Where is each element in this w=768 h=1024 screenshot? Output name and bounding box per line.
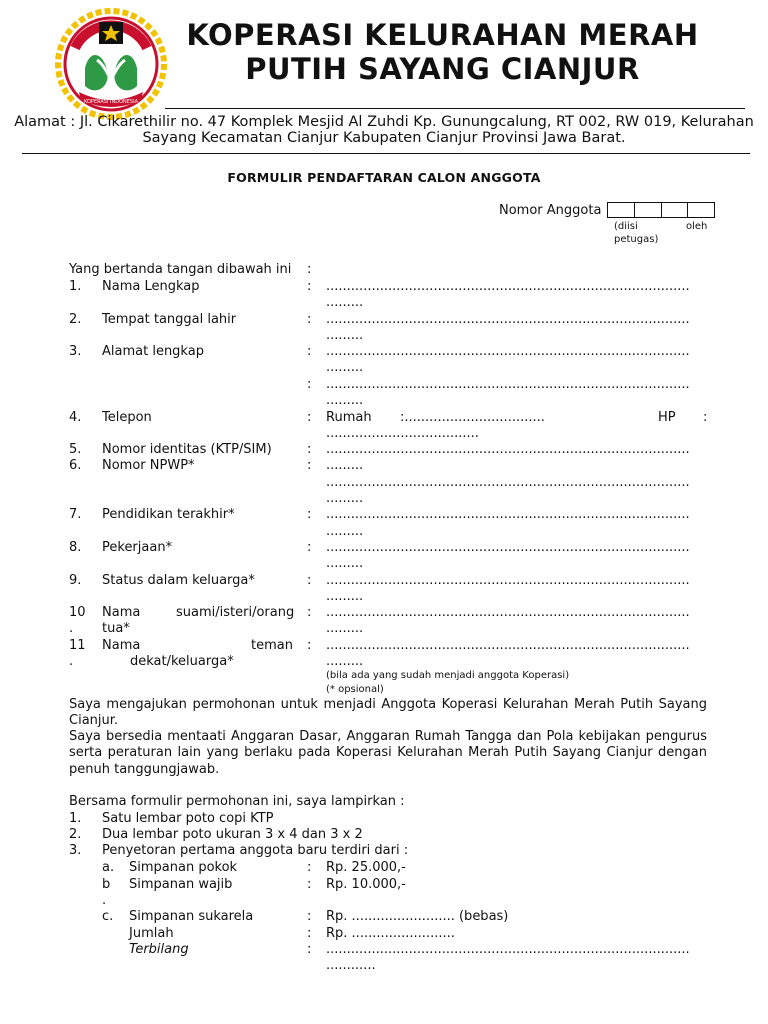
org-title-line1: KOPERASI KELURAHAN MERAH — [186, 18, 699, 52]
teman-input[interactable]: ........................................................................................ — [326, 638, 690, 653]
address-line2: Sayang Kecamatan Cianjur Kabupaten Cianjur Provinsi Jawa Barat. — [142, 130, 626, 146]
saving-letter: c. — [102, 909, 114, 924]
statement-paragraph-1: Saya mengajukan permohonan untuk menjadi Anggota Koperasi Kelurahan Merah Putih Sayang Cianjur. — [69, 697, 707, 729]
field-label-suami-b: suami/isteri/orang — [176, 605, 295, 620]
field-colon: : — [307, 507, 312, 522]
field-colon: : — [307, 877, 312, 892]
member-number-boxes[interactable] — [607, 202, 715, 218]
npwp-input[interactable]: ......... — [326, 458, 364, 473]
field-number: 4. — [69, 410, 82, 425]
field-colon: : — [307, 312, 312, 327]
teman-input-wrap[interactable]: ......... — [326, 654, 364, 669]
identitas-input[interactable]: ........................................................................................ — [326, 442, 690, 457]
attachment-number: 3. — [69, 843, 82, 858]
field-label-ttl: Tempat tanggal lahir — [102, 312, 237, 327]
field-number-dot: . — [69, 654, 74, 669]
attachment-number: 2. — [69, 827, 82, 842]
pendidikan-input-wrap[interactable]: ......... — [326, 524, 364, 539]
member-number-note-a: (diisi — [614, 221, 638, 232]
field-colon: : — [307, 410, 312, 425]
alamat-input[interactable]: ........................................................................................ — [326, 344, 690, 359]
pekerjaan-input-wrap[interactable]: ......... — [326, 556, 364, 571]
logo-text: KOPERASI INDONESIA — [83, 99, 139, 105]
ttl-input-wrap[interactable]: ......... — [326, 328, 364, 343]
field-number: 1. — [69, 279, 82, 294]
address-line1: Alamat : Jl. Cikarethilir no. 47 Komplek Mesjid Al Zuhdi Kp. Gunungcalung, RT 002, RW 019, Kelurahan — [14, 114, 754, 130]
member-number-label: Nomor Anggota — [499, 203, 602, 218]
intro-colon: : — [307, 262, 312, 277]
jumlah-label: Jumlah — [129, 926, 174, 941]
field-label-suami-a: Nama — [102, 605, 141, 620]
saving-wajib-label: Simpanan wajib — [129, 877, 233, 892]
suami-input[interactable]: ........................................................................................ — [326, 605, 690, 620]
attachments-intro: Bersama formulir permohonan ini, saya lampirkan : — [69, 794, 405, 809]
address-block — [14, 114, 754, 146]
field-label-teman-b: teman — [251, 638, 293, 653]
suami-input-wrap[interactable]: ......... — [326, 621, 364, 636]
alamat-input-wrap[interactable]: ......... — [326, 360, 364, 375]
note-opsional: (* opsional) — [326, 684, 384, 695]
field-colon: : — [307, 540, 312, 555]
saving-sukarela-input[interactable]: Rp. ......................... (bebas) — [326, 909, 509, 924]
field-number: 5. — [69, 442, 82, 457]
terbilang-input[interactable]: ........................................................................................ — [326, 942, 690, 957]
field-number: 9. — [69, 573, 82, 588]
field-colon: : — [307, 442, 312, 457]
header-rule-top — [165, 108, 745, 109]
field-label-telepon: Telepon — [102, 410, 152, 425]
status-input-wrap[interactable]: ......... — [326, 589, 364, 604]
form-title: FORMULIR PENDAFTARAN CALON ANGGOTA — [227, 170, 541, 185]
pendidikan-input[interactable]: ........................................................................................ — [326, 507, 690, 522]
saving-pokok-label: Simpanan pokok — [129, 860, 238, 875]
field-colon: : — [307, 605, 312, 620]
org-title-line2: PUTIH SAYANG CIANJUR — [245, 52, 640, 86]
field-number: 3. — [69, 344, 82, 359]
field-label-alamat: Alamat lengkap — [102, 344, 204, 359]
field-colon: : — [307, 377, 312, 392]
header-rule-bottom — [22, 153, 750, 154]
saving-wajib-value: Rp. 10.000,- — [326, 877, 406, 892]
field-colon: : — [307, 909, 312, 924]
npwp-input-wrap[interactable]: ......... — [326, 491, 364, 506]
field-number: 10 — [69, 605, 86, 620]
field-label-pendidikan: Pendidikan terakhir* — [102, 507, 235, 522]
field-number: 8. — [69, 540, 82, 555]
field-number: 6. — [69, 458, 82, 473]
field-label-identitas: Nomor identitas (KTP/SIM) — [102, 442, 272, 457]
koperasi-logo — [55, 8, 167, 120]
telepon-hp-label: HP — [658, 410, 676, 425]
attachment-deposit: Penyetoran pertama anggota baru terdiri dari : — [102, 843, 409, 858]
member-number-box[interactable] — [608, 203, 635, 217]
member-number-note-c: petugas) — [614, 234, 659, 245]
status-input[interactable]: ........................................................................................ — [326, 573, 690, 588]
ttl-input[interactable]: ........................................................................................ — [326, 312, 690, 327]
field-number-dot: . — [69, 621, 74, 636]
field-colon: : — [307, 279, 312, 294]
field-label-teman-c: dekat/keluarga* — [130, 654, 234, 669]
field-number: 2. — [69, 312, 82, 327]
terbilang-label: Terbilang — [129, 942, 189, 957]
jumlah-input[interactable]: Rp. ......................... — [326, 926, 455, 941]
field-colon: : — [307, 638, 312, 653]
npwp-input-2[interactable]: ........................................................................................ — [326, 475, 690, 490]
field-label-teman-a: Nama — [102, 638, 141, 653]
attachment-number: 1. — [69, 811, 82, 826]
field-label-nama-lengkap: Nama Lengkap — [102, 279, 200, 294]
field-colon: : — [307, 573, 312, 588]
field-colon: : — [307, 458, 312, 473]
saving-pokok-value: Rp. 25.000,- — [326, 860, 406, 875]
member-number-note-b: oleh — [686, 221, 708, 232]
field-colon: : — [307, 344, 312, 359]
terbilang-input-wrap[interactable]: ............ — [326, 958, 376, 973]
member-number-box[interactable] — [635, 203, 662, 217]
alamat-input-2-wrap[interactable]: ......... — [326, 393, 364, 408]
pekerjaan-input[interactable]: ........................................................................................ — [326, 540, 690, 555]
telepon-rumah-label: Rumah — [326, 410, 372, 425]
field-colon: : — [703, 410, 708, 425]
nama-lengkap-input[interactable]: ........................................................................................ — [326, 279, 690, 294]
member-number-box[interactable] — [688, 203, 714, 217]
note-koperasi: (bila ada yang sudah menjadi anggota Koperasi) — [326, 670, 570, 681]
intro-text: Yang bertanda tangan dibawah ini — [69, 262, 292, 277]
attachment-photo: Dua lembar poto ukuran 3 x 4 dan 3 x 2 — [102, 827, 363, 842]
member-number-box[interactable] — [662, 203, 689, 217]
saving-sukarela-label: Simpanan sukarela — [129, 909, 254, 924]
field-label-npwp: Nomor NPWP* — [102, 458, 195, 473]
field-number: 7. — [69, 507, 82, 522]
alamat-input-2[interactable]: ........................................................................................ — [326, 377, 690, 392]
saving-letter: a. — [102, 860, 115, 875]
field-label-pekerjaan: Pekerjaan* — [102, 540, 173, 555]
field-colon: : — [307, 926, 312, 941]
saving-letter: b — [102, 877, 111, 892]
nama-lengkap-input-wrap[interactable]: ......... — [326, 295, 364, 310]
field-label-suami-c: tua* — [102, 621, 130, 636]
attachment-ktp: Satu lembar poto copi KTP — [102, 811, 274, 826]
field-number: 11 — [69, 638, 86, 653]
field-colon: : — [307, 942, 312, 957]
statement-paragraph-2: Saya bersedia mentaati Anggaran Dasar, Anggaran Rumah Tangga dan Pola kebijakan pengurus serta peraturan lain yang berlaku pada Koperasi Kelurahan Merah Putih Sayang Cianjur dengan penuh tanggungjawab. — [69, 729, 707, 777]
telepon-rumah-input[interactable]: :.................................. — [400, 410, 545, 425]
telepon-hp-input[interactable]: ..................................... — [326, 426, 479, 441]
field-colon: : — [307, 860, 312, 875]
field-label-status: Status dalam keluarga* — [102, 573, 255, 588]
saving-letter-dot: . — [102, 893, 107, 908]
